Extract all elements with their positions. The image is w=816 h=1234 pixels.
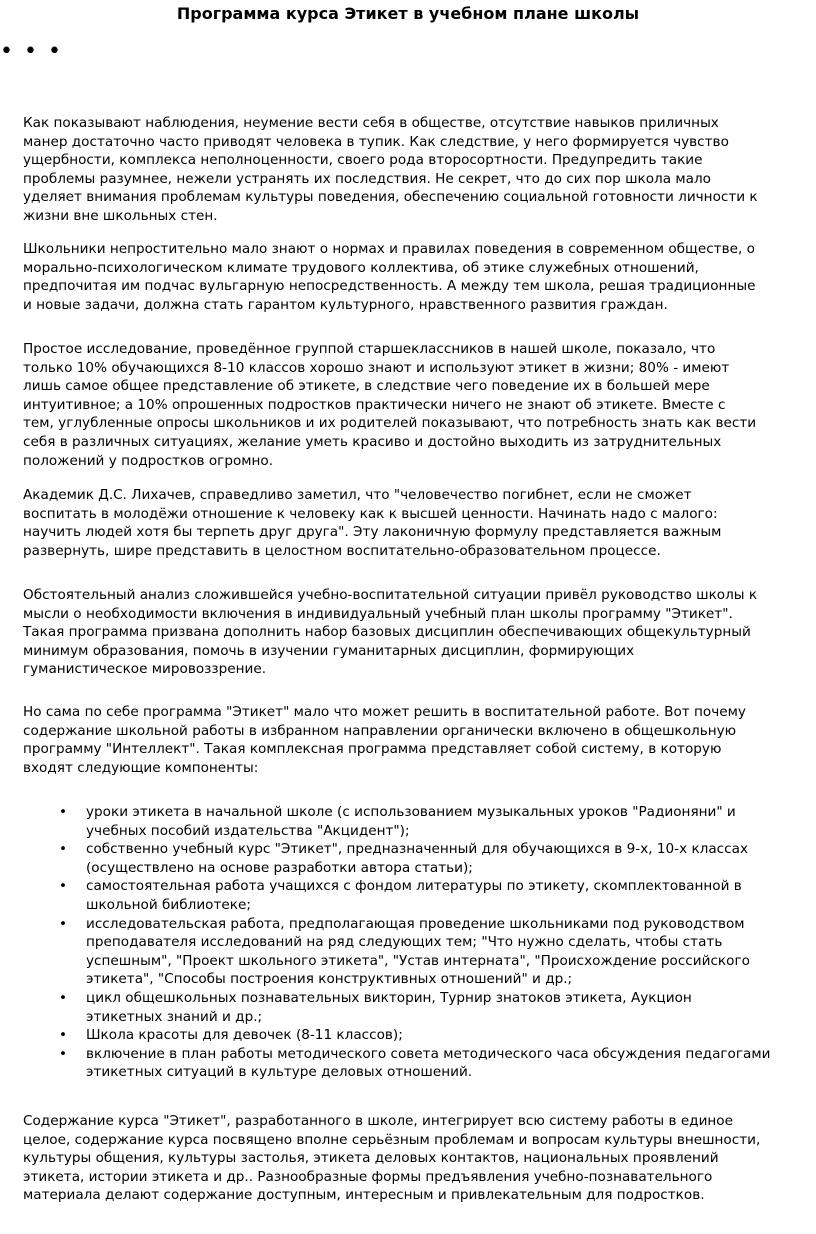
text-line: программу "Интеллект". Такая комплексная программа представляет собой систему, в которую xyxy=(23,741,722,758)
text-line: проблемы разумнее, нежели устранять их последствия. Не секрет, что до сих пор школа мало xyxy=(23,170,711,187)
text-line: целое, содержание курса посвящено вполне серьёзным проблемам и вопросам культуры внешности, xyxy=(23,1131,761,1148)
text-line: морально-психологическом климате трудового коллектива, об этике служебных отношений, xyxy=(23,259,699,276)
list-item xyxy=(23,989,813,1026)
text-line: тем, углубленные опросы школьников и их родителей показывают, что потребность знать как вести xyxy=(23,415,757,432)
text-line: уделяет внимания проблемам культуры поведения, обеспечению социальной готовности личности к xyxy=(23,189,758,206)
text-line: Школьники непростительно мало знают о нормах и правилах поведения в современном обществе, о xyxy=(23,241,755,257)
text-line: воспитать в молодёжи отношение к человеку как к высшей ценности. Начинать надо с малого: xyxy=(23,505,718,522)
text-line: манер достаточно часто приводят человека в тупик. Как следствие, у него формируется чувство xyxy=(23,133,729,150)
text-line: положений у подростков огромно. xyxy=(23,452,274,469)
text-line: преподавателя исследований на ряд следующих тем; "Что нужно сделать, чтобы стать xyxy=(86,934,723,951)
text-line: Содержание курса "Этикет", разработанного в школе, интегрирует всю систему работы в единое xyxy=(23,1113,733,1129)
text-line: школьной библиотеке; xyxy=(86,896,251,913)
text-line: Обстоятельный анализ сложившейся учебно-воспитательной ситуации привёл руководство школы к xyxy=(23,587,758,603)
text-line: жизни вне школьных стен. xyxy=(23,207,218,224)
bullet-icon: • xyxy=(59,989,68,1006)
text-line: включение в план работы методического совета методического часа обсуждения педагогами xyxy=(86,1045,771,1062)
text-line: успешным", "Проект школьного этикета", "Устав интерната", "Происхождение российского xyxy=(86,952,750,969)
text-line: культуры общения, культуры застолья, этикета деловых контактов, национальных проявлений xyxy=(23,1150,719,1167)
text-line: самостоятельная работа учащихся с фондом литературы по этикету, скомплектованной в xyxy=(86,878,742,895)
text-line: уроки этикета в начальной школе (с использованием музыкальных уроков "Радионяни" и xyxy=(86,804,736,820)
text-line: цикл общешкольных познавательных викторин, Турнир знатоков этикета, Аукцион xyxy=(86,989,692,1006)
text-line: и новые задачи, должна стать гарантом культурного, нравственного развития граждан. xyxy=(23,296,668,313)
text-line: научить людей хотя бы терпеть друг друга". Эту лаконичную формулу представляется важным xyxy=(23,524,722,541)
text-line: Академик Д.С. Лихачев, справедливо заметил, что "человечество погибнет, если не сможет xyxy=(23,487,692,503)
text-line: Простое исследование, проведённое группой старшеклассников в нашей школе, показало, что xyxy=(23,341,716,357)
text-line: интуитивное; а 10% опрошенных подростков практически ничего не знают об этикете. Вместе с xyxy=(23,396,726,413)
paragraph xyxy=(23,1112,813,1205)
paragraph xyxy=(23,340,813,470)
text-line: минимум образования, помочь в изучении гуманитарных дисциплин, формирующих xyxy=(23,642,635,659)
bullet-icon: • xyxy=(59,804,68,820)
text-line: этикетных знаний и др.; xyxy=(86,1008,263,1025)
bullet-icon: • xyxy=(59,915,68,932)
bullet-icon: • xyxy=(59,1027,68,1044)
text-line: собственно учебный курс "Этикет", предназначенный для обучающихся в 9-х, 10-х классах xyxy=(86,841,749,858)
bullet-icon: • xyxy=(59,1045,68,1062)
paragraph xyxy=(23,703,813,777)
components-list xyxy=(23,803,813,1082)
text-line: (осуществлено на основе разработки автора статьи); xyxy=(86,859,473,876)
text-line: входят следующие компоненты: xyxy=(23,759,259,776)
text-line: гуманистическое мировоззрение. xyxy=(23,661,267,678)
text-line: Как показывают наблюдения, неумение вести себя в обществе, отсутствие навыков приличных xyxy=(23,115,719,131)
text-line: себя в различных ситуациях, желание уметь красиво и достойно выходить из затруднительных xyxy=(23,433,722,450)
text-line: учебных пособий издательства "Акцидент"); xyxy=(86,822,410,839)
text-line: этикетных ситуаций в культуре деловых отношений. xyxy=(86,1064,473,1081)
text-line: материала делают содержание доступным, интересным и привлекательным для подростков. xyxy=(23,1187,705,1204)
text-line: лишь самое общее представление об этикете, в следствие чего поведение их в большей мере xyxy=(23,378,710,395)
text-line: предпочитая им подчас вульгарную непосредственность. А между тем школа, решая традиционные xyxy=(23,278,756,295)
paragraph xyxy=(23,114,813,226)
text-line: только 10% обучающихся 8-10 классов хорошо знают и используют этикет в жизни; 80% - имеют xyxy=(23,359,730,376)
text-line: Школа красоты для девочек (8-11 классов); xyxy=(86,1027,403,1044)
bullet-icon: • xyxy=(59,878,68,895)
text-line: этикета, истории этикета и др.. Разнообразные формы предъявления учебно-познавательного xyxy=(23,1168,713,1185)
text-line: мысли о необходимости включения в индивидуальный учебный план школы программу "Этикет". xyxy=(23,605,733,622)
list-item xyxy=(23,840,813,877)
text-line: Но сама по себе программа "Этикет" мало что может решить в воспитательной работе. Вот почему xyxy=(23,704,746,720)
text-line: этикета", "Способы построения конструктивных отношений" и др.; xyxy=(86,971,573,988)
text-line: развернуть, шире представить в целостном воспитательно-образовательном процессе. xyxy=(23,542,661,559)
paragraph xyxy=(23,240,813,314)
text-line: Такая программа призвана дополнить набор базовых дисциплин обеспечивающих общекультурный xyxy=(23,624,751,641)
paragraph xyxy=(23,586,813,679)
paragraph xyxy=(23,486,813,560)
text-line: ущербности, комплекса неполноценности, своего рода второсортности. Предупредить такие xyxy=(23,152,703,169)
list-item xyxy=(23,915,813,989)
document-title: Программа курса Этикет в учебном плане школы xyxy=(176,4,640,23)
list-item xyxy=(23,1026,813,1045)
bullet-icon: • xyxy=(59,841,68,858)
text-line: содержание школьной работы в избранном направлении органически включено в общешкольную xyxy=(23,722,737,739)
bullet-dots: • • • xyxy=(0,39,63,64)
text-line: исследовательская работа, предполагающая проведение школьниками под руководством xyxy=(86,915,745,932)
list-item xyxy=(23,803,813,840)
list-item xyxy=(23,1045,813,1082)
list-item xyxy=(23,877,813,914)
